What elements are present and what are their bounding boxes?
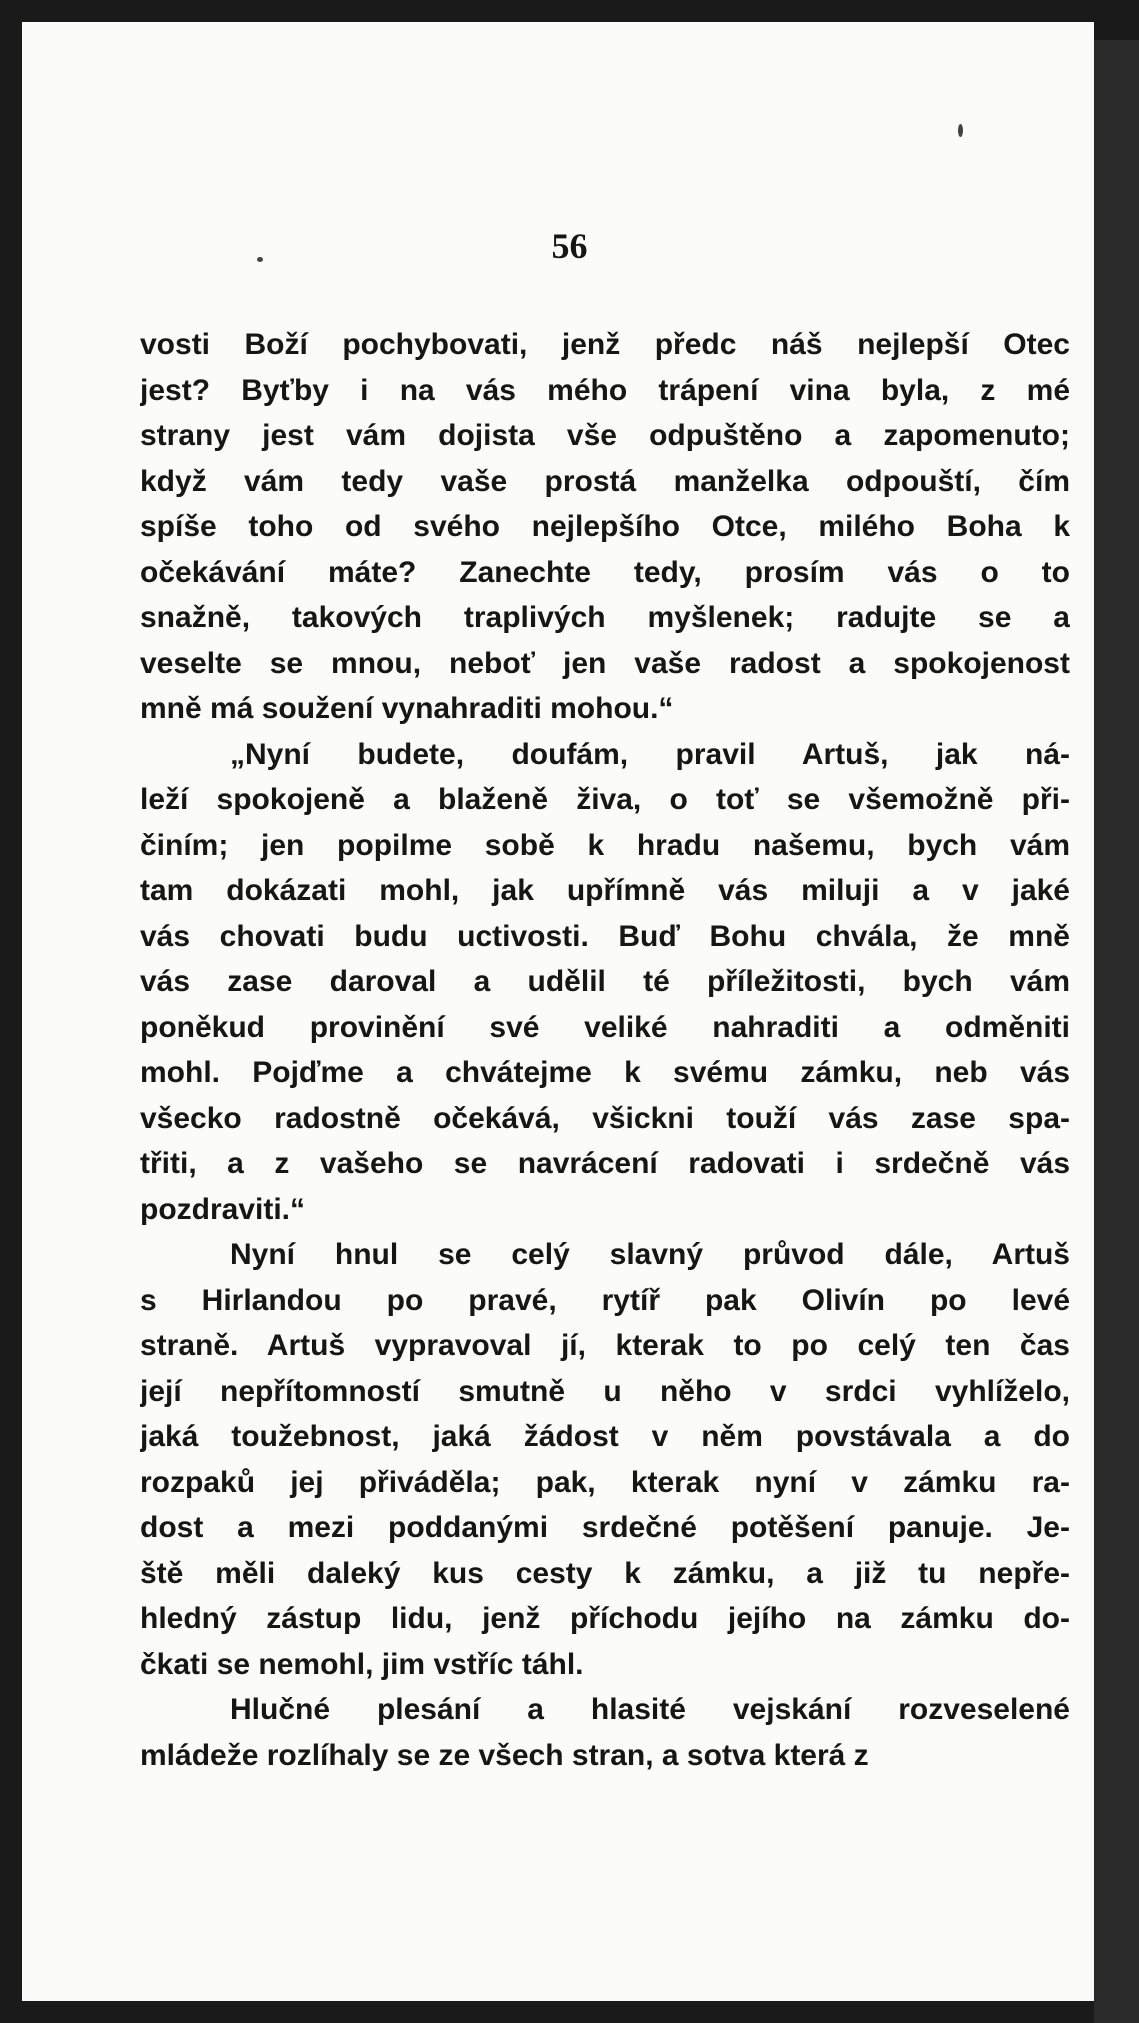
text-line: poněkud provinění své veliké nahraditi a odměniti <box>140 1010 1070 1044</box>
text-line: Hlučné plesání a hlasité vejskání rozveselené <box>230 1693 1070 1726</box>
text-line: mohl. Pojďme a chvátejme k svému zámku, neb vás <box>140 1056 1070 1089</box>
page-number: 56 <box>551 226 588 266</box>
text-line: rozpaků jej přiváděla; pak, kterak nyní v zámku ra- <box>140 1465 1070 1499</box>
paragraph <box>140 1687 1070 1778</box>
text-line: jaká toužebnost, jaká žádost v něm povstávala a do <box>140 1420 1070 1453</box>
text-line: Nyní hnul se celý slavný průvod dále, Artuš <box>230 1238 1070 1271</box>
ink-speck <box>958 124 963 137</box>
text-line: když vám tedy vaše prostá manželka odpouští, čím <box>140 464 1070 498</box>
text-line: pozdraviti.“ <box>140 1192 306 1226</box>
text-line: veselte se mnou, neboť jen vaše radost a spokojenost <box>140 646 1070 680</box>
text-line: všecko radostně očekává, všickni touží vás zase spa- <box>140 1101 1070 1135</box>
text-line: „Nyní budete, doufám, pravil Artuš, jak ná- <box>230 737 1070 771</box>
text-line: leží spokojeně a blaženě živa, o toť se všemožně při- <box>140 783 1070 816</box>
text-line: očekávání máte? Zanechte tedy, prosím vás o to <box>140 555 1070 589</box>
text-line: dost a mezi poddanými srdečné potěšení panuje. Je- <box>140 1511 1070 1544</box>
text-line: jest? Byťby i na vás mého trápení vina byla, z mé <box>140 373 1070 407</box>
text-line: spíše toho od svého nejlepšího Otce, milého Boha k <box>140 510 1070 543</box>
text-line: hledný zástup lidu, jenž příchodu jejího na zámku do- <box>140 1602 1070 1635</box>
text-line: vás zase daroval a udělil té příležitosti, bych vám <box>140 965 1070 998</box>
text-line: mně má soužení vynahraditi mohou.“ <box>140 692 674 725</box>
text-line: mládeže rozlíhaly se ze všech stran, a sotva která z <box>140 1738 869 1772</box>
text-line: tam dokázati mohl, jak upřímně vás miluji a v jaké <box>140 874 1070 907</box>
text-line: straně. Artuš vypravoval jí, kterak to po celý ten čas <box>140 1329 1070 1362</box>
text-line: snažně, takových traplivých myšlenek; radujte se a <box>140 601 1070 634</box>
text-line: s Hirlandou po pravé, rytíř pak Olivín po levé <box>140 1283 1070 1317</box>
paragraph <box>140 732 1070 1233</box>
paragraph <box>140 1232 1070 1687</box>
text-line: vosti Boží pochybovati, jenž předc náš nejlepší Otec <box>140 328 1070 361</box>
text-line: činím; jen popilme sobě k hradu našemu, bych vám <box>140 828 1070 862</box>
scan-edge-shadow <box>1094 40 1139 2023</box>
text-line: čkati se nemohl, jim vstříc táhl. <box>140 1647 584 1681</box>
paragraph <box>140 322 1070 732</box>
text-line: třiti, a z vašeho se navrácení radovati i srdečně vás <box>140 1147 1070 1180</box>
text-line: její nepřítomností smutně u něho v srdci vyhlíželo, <box>140 1374 1070 1408</box>
text-line: strany jest vám dojista vše odpuštěno a zapomenuto; <box>140 419 1070 452</box>
text-line: ště měli daleký kus cesty k zámku, a již tu nepře- <box>140 1556 1070 1590</box>
text-line: vás chovati budu uctivosti. Buď Bohu chvála, že mně <box>140 919 1070 953</box>
body-text <box>140 322 1070 1778</box>
